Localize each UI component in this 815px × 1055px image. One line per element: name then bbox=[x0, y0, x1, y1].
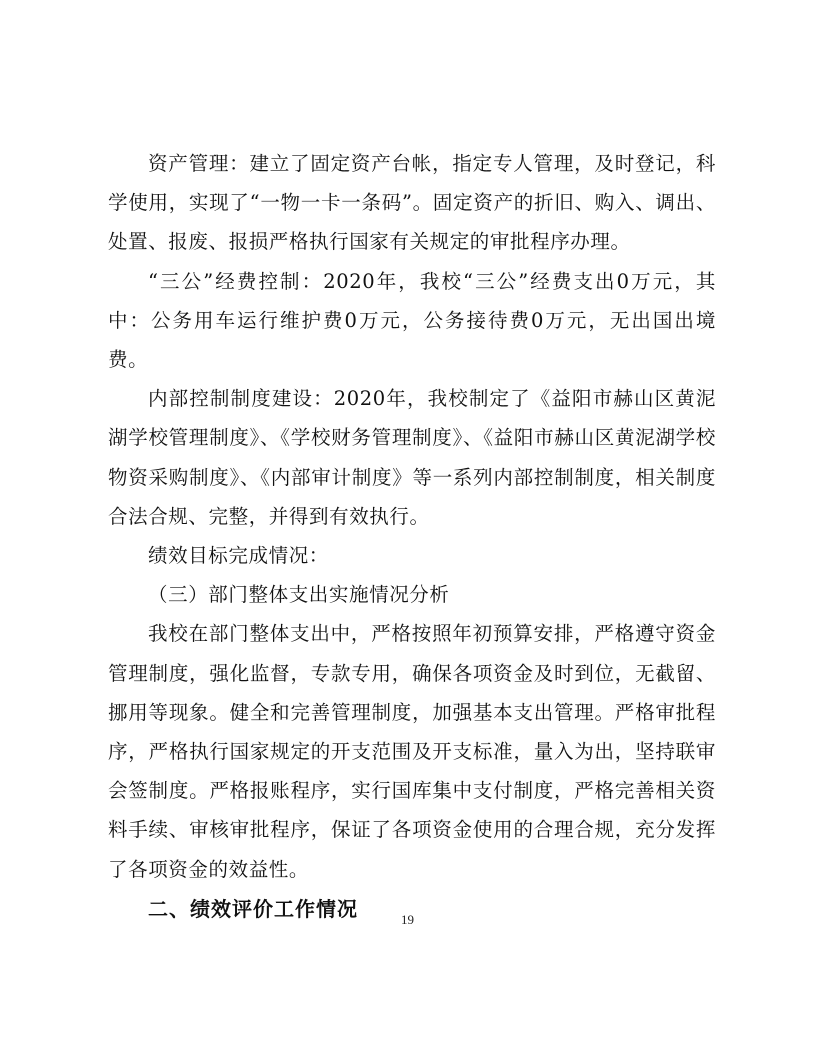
subsection-heading: （三）部门整体支出实施情况分析 bbox=[148, 583, 450, 607]
paragraph-three-public-expenses: “三公”经费控制：2020年，我校“三公”经费支出0万元，其中：公务用车运行维护费0万元，公务接待费0万元，无出国出境费。 bbox=[108, 269, 716, 372]
paragraph-internal-control: 内部控制制度建设：2020年，我校制定了《益阳市赫山区黄泥湖学校管理制度》、《学校财务管理制度》、《益阳市赫山区黄泥湖学校物资采购制度》、《内部审计制度》等一系列内部控制制度，相关制度合法合规、完整，并得到有效执行。 bbox=[108, 387, 716, 528]
paragraph-expenditure-analysis: 我校在部门整体支出中，严格按照年初预算安排，严格遵守资金管理制度，强化监督，专款专用，确保各项资金及时到位，无截留、挪用等现象。健全和完善管理制度，加强基本支出管理。严格审批程序，严格执行国家规定的开支范围及开支标准，量入为出，坚持联审会签制度。严格报账程序，实行国库集中支付制度，严格完善相关资料手续、审核审批程序，保证了各项资金使用的合理合规，充分发挥了各项资金的效益性。 bbox=[108, 622, 716, 881]
page-content bbox=[108, 144, 716, 929]
page-number: 19 bbox=[401, 912, 414, 927]
paragraph-performance-goals: 绩效目标完成情况： bbox=[148, 544, 329, 568]
section-heading: 二、绩效评价工作情况 bbox=[148, 896, 358, 921]
paragraph-asset-management: 资产管理：建立了固定资产台帐，指定专人管理，及时登记，科学使用，实现了“一物一卡一条码”。固定资产的折旧、购入、调出、处置、报废、报损严格执行国家有关规定的审批程序办理。 bbox=[108, 152, 716, 254]
